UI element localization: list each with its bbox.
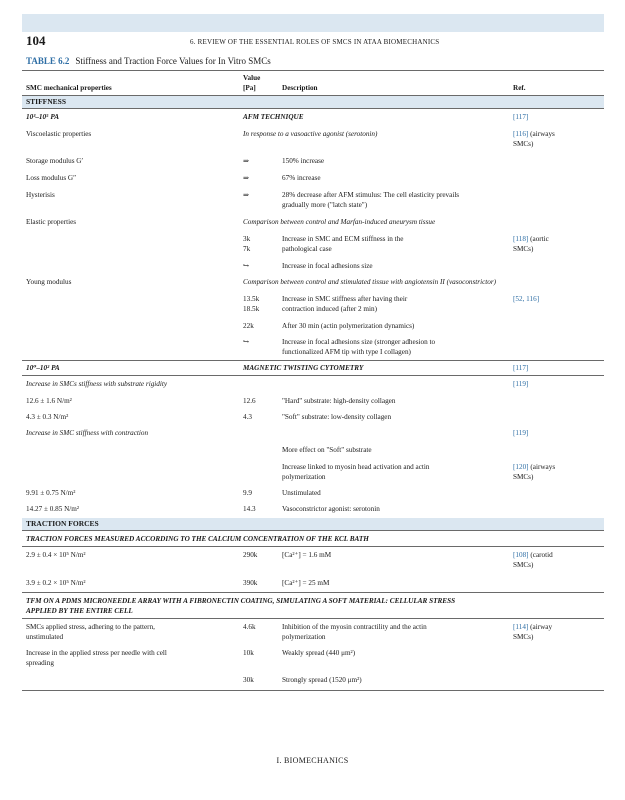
prop-hysterisis: Hysterisis [26, 191, 55, 199]
method-kcl-bath: TRACTION FORCES MEASURED ACCORDING TO THE CALCIUM CONCENTRATION OF THE KCL BATH [26, 535, 369, 543]
ref-mtc[interactable]: [117] [513, 364, 529, 372]
running-head: 6. REVIEW OF THE ESSENTIAL ROLES OF SMCS IN ATAA BIOMECHANICS [190, 38, 440, 46]
ref-afm[interactable]: [117] [513, 113, 529, 121]
value-22k: 22k [243, 322, 254, 330]
desc-hard-substrate: "Hard" substrate: high-density collagen [282, 397, 396, 405]
prop-serotonin: 14.27 ± 0.85 N/m² [26, 505, 80, 513]
table-label: TABLE 6.2 [26, 56, 70, 66]
group-substrate-rigidity: Increase in SMCs stiffness with substrate rigidity [26, 380, 168, 388]
prop-applied-stress-cont: unstimulated [26, 633, 64, 641]
rule-stiffness [22, 108, 604, 109]
page-footer: I. BIOMECHANICS [276, 756, 349, 765]
prop-traction-low-ca: 2.9 ± 0.4 × 10⁵ N/m² [26, 551, 86, 559]
prop-elastic: Elastic properties [26, 218, 77, 226]
value-loss: ⇒ [243, 174, 250, 182]
table-caption [26, 56, 271, 66]
ref-myosin [513, 462, 555, 472]
prop-young: Young modulus [26, 278, 72, 286]
ref-note-cont: SMCs) [513, 140, 534, 148]
section-stiffness: STIFFNESS [26, 97, 67, 106]
ref-contraction[interactable]: [119] [513, 429, 529, 437]
range-mtc: 10⁰–10² PA [26, 364, 60, 372]
desc-hysterisis-cont: gradually more ("latch state") [282, 201, 368, 209]
desc-strong-spread: Strongly spread (1520 μm²) [282, 676, 362, 684]
ref-link[interactable]: [118] [513, 235, 529, 243]
rule-traction [22, 530, 604, 531]
ref-note-cont: SMCs) [513, 245, 534, 253]
section-traction: TRACTION FORCES [26, 519, 99, 528]
ref-link[interactable]: [114] [513, 623, 529, 631]
col-property: SMC mechanical properties [26, 84, 112, 92]
desc-elastic-increase: Increase in SMC and ECM stiffness in the [282, 235, 404, 243]
col-ref: Ref. [513, 84, 526, 92]
rule-top [22, 70, 604, 71]
rule-tfm [22, 592, 604, 593]
desc-young-increase-cont: contraction induced (after 2 min) [282, 305, 377, 313]
ref-note: (airways [530, 463, 556, 471]
desc-traction-low-ca: [Ca²⁺] = 1.6 mM [282, 551, 332, 559]
table-title: Stiffness and Traction Force Values for In Vitro SMCs [75, 56, 271, 66]
ref-note-cont: SMCs) [513, 633, 534, 641]
prop-soft-substrate: 4.3 ± 0.3 N/m² [26, 413, 69, 421]
value-strong-spread: 30k [243, 676, 254, 684]
desc-young: Comparison between control and stimulated tissue with angiotensin II (vasoconstrictor) [243, 278, 497, 286]
ref-traction-ca [513, 550, 553, 560]
method-afm: AFM TECHNIQUE [243, 113, 304, 121]
desc-hysterisis: 28% decrease after AFM stimulus: The cell elasticity prevails [282, 191, 460, 199]
ref-note-cont: SMCs) [513, 561, 534, 569]
ref-link[interactable]: [108] [513, 551, 529, 559]
desc-elastic-increase-cont: pathological case [282, 245, 332, 253]
ref-viscoelastic [513, 129, 555, 139]
desc-weak-spread: Weakly spread (440 μm²) [282, 649, 356, 657]
method-tfm-cont: APPLIED BY THE ENTIRE CELL [26, 607, 133, 615]
desc-young-increase: Increase in SMC stiffness after having their [282, 295, 408, 303]
ref-link[interactable]: [116] [513, 130, 529, 138]
desc-storage: 150% increase [282, 157, 325, 165]
desc-traction-high-ca: [Ca²⁺] = 25 mM [282, 579, 330, 587]
desc-adhesion-stronger: Increase in focal adhesions size (stronger adhesion to [282, 338, 436, 346]
prop-loss: Loss modulus G″ [26, 174, 77, 182]
desc-viscoelastic: In response to a vasoactive agonist (serotonin) [243, 130, 378, 138]
value-elastic-control: 3k [243, 235, 251, 243]
desc-myosin-activation-cont: polymerization [282, 473, 326, 481]
ref-tfm [513, 622, 552, 632]
prop-storage: Storage modulus G′ [26, 157, 84, 165]
range-afm: 10³–10⁵ PA [26, 113, 60, 121]
ref-elastic [513, 234, 549, 244]
section-band-traction [22, 518, 604, 530]
value-arrow: ↪ [243, 338, 250, 346]
desc-myosin-inhibition-cont: polymerization [282, 633, 326, 641]
desc-focal-adhesion: Increase in focal adhesions size [282, 262, 373, 270]
value-traction-high-ca: 390k [243, 579, 258, 587]
rule-mtc [22, 360, 604, 361]
desc-elastic: Comparison between control and Marfan-induced aneurysm tissue [243, 218, 436, 226]
rule-bottom [22, 690, 604, 691]
ref-substrate-rigidity[interactable]: [119] [513, 380, 529, 388]
ref-link[interactable]: [120] [513, 463, 529, 471]
prop-hard-substrate: 12.6 ± 1.6 N/m² [26, 397, 72, 405]
value-hard-substrate: 12.6 [243, 397, 256, 405]
value-arrow: ↪ [243, 262, 250, 270]
header-band [22, 14, 604, 32]
value-soft-substrate: 4.3 [243, 413, 252, 421]
method-mtc: MAGNETIC TWISTING CYTOMETRY [243, 364, 364, 372]
ref-note: (airway [530, 623, 553, 631]
prop-spreading: Increase in the applied stress per needle with cell [26, 649, 167, 657]
value-weak-spread: 10k [243, 649, 254, 657]
desc-serotonin: Vasoconstrictor agonist: serotonin [282, 505, 380, 513]
col-description: Description [282, 84, 318, 92]
ref-note: (carotid [530, 551, 553, 559]
group-contraction: Increase in SMC stiffness with contraction [26, 429, 149, 437]
rule-kcl [22, 546, 604, 547]
value-young-stim: 18.5k [243, 305, 260, 313]
value-serotonin: 14.3 [243, 505, 256, 513]
desc-soft-effect: More effect on "Soft" substrate [282, 446, 372, 454]
value-hysterisis: ⇒ [243, 191, 250, 199]
value-traction-low-ca: 290k [243, 551, 258, 559]
desc-loss: 67% increase [282, 174, 321, 182]
desc-myosin-activation: Increase linked to myosin head activation and actin [282, 463, 430, 471]
value-young-control: 13.5k [243, 295, 260, 303]
desc-30min: After 30 min (actin polymerization dynamics) [282, 322, 415, 330]
ref-note: (aortic [530, 235, 549, 243]
section-band-stiffness [22, 96, 604, 108]
ref-young[interactable]: [52, 116] [513, 295, 540, 303]
prop-traction-high-ca: 3.9 ± 0.2 × 10⁵ N/m² [26, 579, 86, 587]
ref-note-cont: SMCs) [513, 473, 534, 481]
value-storage: ⇒ [243, 157, 250, 165]
prop-applied-stress: SMCs applied stress, adhering to the pattern, [26, 623, 155, 631]
prop-viscoelastic: Viscoelastic properties [26, 130, 92, 138]
desc-soft-substrate: "Soft" substrate: low-density collagen [282, 413, 392, 421]
method-tfm: TFM ON A PDMS MICRONEEDLE ARRAY WITH A FIBRONECTIN COATING, SIMULATING A SOFT MATERIAL: CELLULAR STRESS [26, 597, 456, 605]
prop-spreading-cont: spreading [26, 659, 54, 667]
desc-adhesion-stronger-cont: functionalized AFM tip with type I collagen) [282, 348, 411, 356]
rule-mtc-bottom [22, 375, 604, 376]
desc-myosin-inhibition: Inhibition of the myosin contractility and the actin [282, 623, 427, 631]
prop-unstimulated: 9.91 ± 0.75 N/m² [26, 489, 76, 497]
col-value: Value [243, 74, 261, 82]
col-unit: [Pa] [243, 84, 256, 92]
ref-note: (airways [530, 130, 555, 138]
rule-tfm-bottom [22, 618, 604, 619]
value-unstimulated: 9.9 [243, 489, 252, 497]
desc-unstimulated: Unstimulated [282, 489, 321, 497]
value-elastic-marfan: 7k [243, 245, 251, 253]
value-applied-stress: 4.6k [243, 623, 256, 631]
page-number: 104 [26, 33, 46, 48]
